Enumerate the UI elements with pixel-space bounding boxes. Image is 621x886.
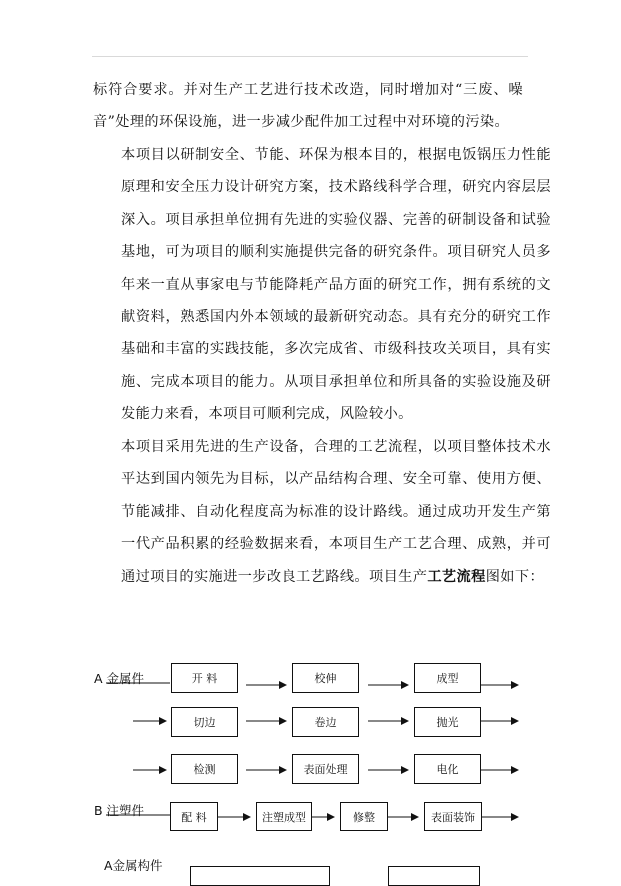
- flow-step-surface-decoration: 表面装饰: [424, 802, 482, 831]
- flow-step-stretching: 校伸: [292, 663, 359, 693]
- process-flow-term: 工艺流程: [427, 568, 486, 585]
- plastic-parts-label: B 注塑件: [94, 803, 145, 818]
- flow-step-forming: 成型: [414, 663, 481, 693]
- flow-step-surface-treatment: 表面处理: [292, 754, 359, 784]
- flow-step-batching: 配 料: [170, 802, 218, 831]
- metal-parts-label: A 金属件: [94, 671, 145, 686]
- paragraph-3-text: 本项目采用先进的生产设备，合理的工艺流程，以项目整体技术水平达到国内领先为目标，以产品结构合理、安全可靠、使用方便、节能减排、自动化程度高为标准的设计路线。通过成功开发生产第一代产品积累的经验数据来看，本项目生产工艺合理、成熟，并可通过项目的实施进一步改良工艺路线。项目生产: [121, 439, 551, 585]
- flow-step-electrochemical: 电化: [414, 754, 481, 784]
- flow-step-polishing: 抛光: [414, 707, 481, 737]
- flow-step-inspection: 检测: [171, 754, 238, 784]
- paragraph-3-tail: 图如下：: [485, 568, 545, 585]
- flow-step-curling: 卷边: [292, 707, 359, 737]
- flow-step-partial-1: [190, 866, 330, 886]
- paragraph-2: 本项目以研制安全、节能、环保为根本目的，根据电饭锅压力性能原理和安全压力设计研究方案，技术路线科学合理，研究内容层层深入。项目承担单位拥有先进的实验仪器、完善的研制设备和试验基地，可为项目的顺利实施提供完备的研究条件。项目研究人员多年来一直从事家电与节能降耗产品方面的研究工作，拥有系统的文献资料，熟悉国内外本领域的最新研究动态。具有充分的研究工作基础和丰富的实践技能，多次完成省、市级科技攻关项目，具有实施、完成本项目的能力。从项目承担单位和所具备的实验设施及研发能力来看，本项目可顺利完成，风险较小。: [121, 147, 551, 423]
- flow-step-finishing: 修整: [340, 802, 388, 831]
- flow-step-cutting: 开 料: [171, 663, 238, 693]
- flow-step-trimming: 切边: [171, 707, 238, 737]
- flow-step-injection-molding: 注塑成型: [256, 802, 312, 831]
- flow-step-partial-2: [388, 866, 480, 886]
- paragraph-1: 标符合要求。并对生产工艺进行技术改造，同时增加对“三废、噪音”处理的环保设施，进一步减少配件加工过程中对环境的污染。: [93, 82, 523, 131]
- metal-component-label: A金属构件: [104, 858, 163, 873]
